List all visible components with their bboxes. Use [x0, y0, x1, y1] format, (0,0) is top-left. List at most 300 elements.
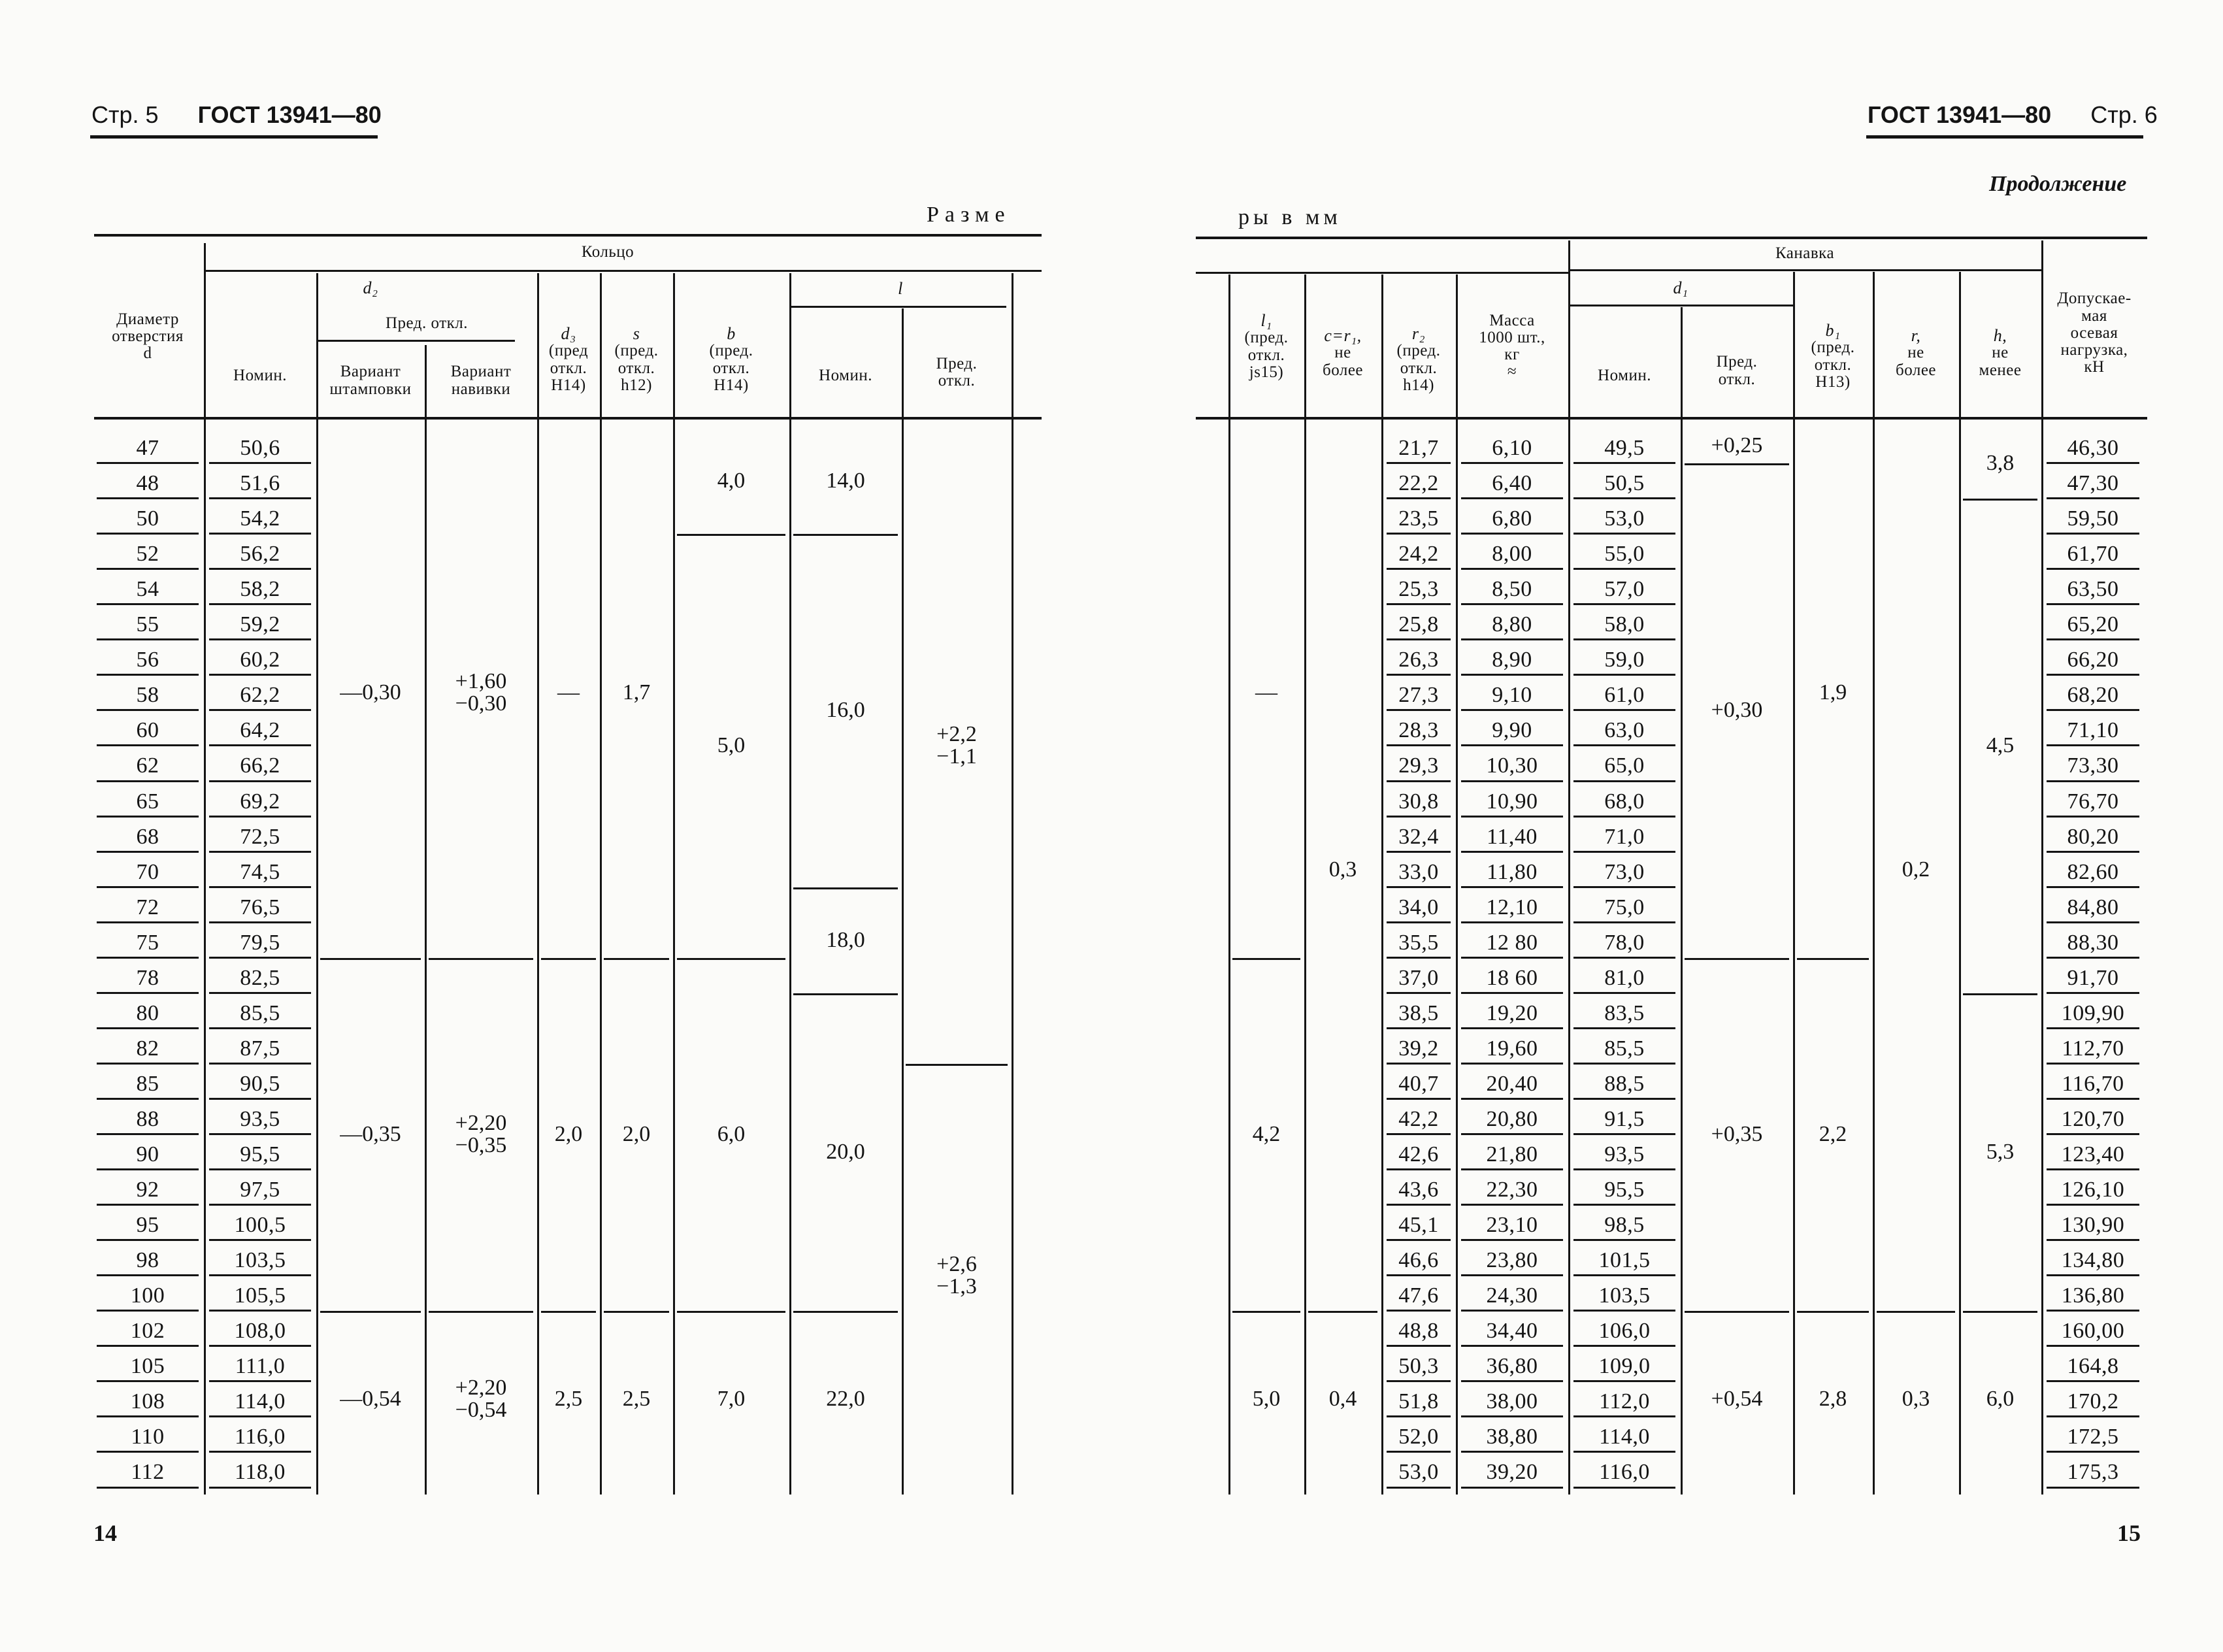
h-header-line: менее — [1979, 361, 2022, 379]
load-cell: 172,5 — [2067, 1425, 2119, 1449]
r2-cell: 46,6 — [1398, 1248, 1439, 1273]
mass-cell: 11,40 — [1487, 824, 1538, 849]
d1-nominal-cell: 58,0 — [1604, 612, 1645, 637]
mass-cell: 6,40 — [1492, 471, 1532, 496]
l-nominal-cell — [789, 1137, 902, 1167]
b1-cell-value: 2,8 — [1819, 1387, 1847, 1412]
load-cell: 84,80 — [2067, 895, 2119, 919]
load-cell-underline — [2047, 603, 2139, 605]
left-page-header — [91, 101, 382, 129]
winding-tolerance-cell-value: −0,54 — [455, 1398, 507, 1423]
l-nominal-cell — [789, 695, 902, 725]
c-cell-value: 0,3 — [1328, 857, 1357, 882]
b1-cell-value: 1,9 — [1819, 680, 1847, 705]
tolerance-group-header — [316, 308, 537, 339]
column-rule — [425, 345, 427, 1495]
l-nominal-cell — [789, 466, 902, 496]
load-cell: 175,3 — [2067, 1460, 2119, 1485]
load-cell: 91,70 — [2067, 965, 2119, 990]
r2-cell-underline — [1387, 638, 1451, 640]
l1-cell-divider — [1232, 958, 1300, 960]
c-cell-divider — [1308, 1311, 1377, 1313]
d2-nominal-cell: 116,0 — [235, 1425, 286, 1449]
d1-nominal-cell: 85,5 — [1604, 1036, 1645, 1061]
r-header-line: r, — [1911, 326, 1921, 346]
diameter-cell-underline — [97, 1098, 199, 1100]
diameter-cell-underline — [97, 462, 199, 464]
r2-cell: 47,6 — [1398, 1283, 1439, 1308]
mass-cell: 19,20 — [1486, 1000, 1538, 1025]
r2-cell-underline — [1387, 1239, 1451, 1241]
diameter-cell-underline — [97, 851, 199, 853]
d2-nominal-cell: 93,5 — [240, 1106, 280, 1131]
diameter-cell: 55 — [136, 612, 159, 637]
mass-header-line: ≈ — [1507, 363, 1517, 381]
load-cell: 46,30 — [2067, 436, 2119, 460]
mass-cell-underline — [1461, 886, 1563, 888]
d1-tolerance-cell-divider — [1685, 463, 1789, 465]
h-header — [1959, 307, 2041, 399]
mass-cell: 38,80 — [1486, 1425, 1538, 1449]
load-cell-underline — [2047, 957, 2139, 959]
b-header-line: откл. — [712, 359, 750, 377]
r2-cell-underline — [1387, 744, 1451, 746]
mass-cell: 36,80 — [1486, 1354, 1538, 1379]
r2-header-line: (пред. — [1396, 342, 1441, 360]
h-cell — [1959, 448, 2041, 478]
stamping-header-line: штамповки — [329, 380, 412, 398]
diameter-cell-underline — [97, 1274, 199, 1276]
diameter-cell: 92 — [136, 1178, 159, 1202]
diameter-cell-underline — [97, 744, 199, 746]
c-header-line: не — [1334, 344, 1351, 362]
d1-nominal-cell-underline — [1573, 1451, 1675, 1453]
r2-cell-underline — [1387, 1063, 1451, 1065]
winding-tolerance-cell-divider — [429, 958, 533, 960]
l-header — [789, 273, 1012, 305]
d1-nominal-cell: 109,0 — [1598, 1354, 1651, 1379]
mass-cell-underline — [1461, 603, 1563, 605]
mass-cell: 23,10 — [1486, 1213, 1538, 1238]
r2-cell: 23,5 — [1398, 506, 1439, 531]
d1-nominal-cell: 55,0 — [1604, 542, 1645, 567]
r2-cell-underline — [1387, 1098, 1451, 1100]
b1-cell — [1793, 1384, 1873, 1414]
load-header-line: Допускае- — [2057, 289, 2132, 308]
load-cell: 109,90 — [2061, 1000, 2125, 1025]
r2-cell-underline — [1387, 851, 1451, 853]
d3-cell-value: 2,5 — [554, 1387, 583, 1412]
mass-header-line: кг — [1504, 346, 1520, 363]
diameter-cell-underline — [97, 638, 199, 640]
r-header-line: не — [1907, 344, 1924, 362]
d1-nominal-cell-underline — [1573, 1487, 1675, 1489]
winding-tolerance-cell-value: −0,35 — [455, 1133, 507, 1157]
d1-nominal-cell: 78,0 — [1604, 930, 1645, 955]
d1-nominal-cell-underline — [1573, 957, 1675, 959]
r2-cell-underline — [1387, 1380, 1451, 1382]
winding-tolerance-cell-value: −0,30 — [455, 691, 507, 716]
r-cell-value: 0,3 — [1902, 1387, 1930, 1412]
b1-cell — [1793, 678, 1873, 708]
d1-tolerance-cell — [1681, 431, 1793, 461]
d1-nominal-cell-underline — [1573, 851, 1675, 853]
mass-cell: 20,40 — [1486, 1071, 1538, 1096]
d1-tolerance-cell — [1681, 695, 1793, 725]
d2-nominal-cell-underline — [209, 1239, 311, 1241]
d1-nominal-cell-underline — [1573, 1239, 1675, 1241]
mass-cell-underline — [1461, 462, 1563, 464]
d2-nominal-cell-underline — [209, 1380, 311, 1382]
stamping-tolerance-cell-divider — [320, 958, 421, 960]
b-header-line: b — [727, 323, 736, 343]
load-header — [2041, 274, 2147, 392]
r2-cell-underline — [1387, 709, 1451, 711]
r2-cell-underline — [1387, 992, 1451, 994]
h-cell-divider — [1963, 993, 2037, 995]
load-cell: 130,90 — [2061, 1213, 2125, 1238]
diameter-cell: 90 — [136, 1142, 159, 1166]
d1-nominal-cell: 68,0 — [1604, 789, 1645, 814]
r2-cell: 48,8 — [1398, 1319, 1439, 1344]
h-header-line: не — [1992, 344, 2009, 362]
mass-cell: 10,90 — [1486, 789, 1538, 814]
d1-nominal-cell: 59,0 — [1604, 648, 1645, 672]
diameter-cell-underline — [97, 886, 199, 888]
d1-tolerance-header-line: Пред. — [1716, 353, 1758, 371]
load-cell-underline — [2047, 744, 2139, 746]
diameter-cell: 65 — [136, 789, 159, 814]
s-cell-divider — [604, 1311, 669, 1313]
d1-nominal-cell-underline — [1573, 674, 1675, 676]
r2-cell-underline — [1387, 1027, 1451, 1029]
d2-nominal-cell: 87,5 — [240, 1036, 280, 1061]
mass-cell: 12 80 — [1486, 930, 1538, 955]
b1-header-line: (пред. — [1811, 339, 1855, 357]
load-cell: 134,80 — [2061, 1248, 2125, 1273]
column-rule — [789, 273, 791, 1495]
diameter-cell-underline — [97, 1063, 199, 1065]
load-cell-underline — [2047, 851, 2139, 853]
mass-cell-underline — [1461, 674, 1563, 676]
diameter-cell-underline — [97, 816, 199, 818]
diameter-cell: 95 — [136, 1213, 159, 1238]
d1-nominal-cell-underline — [1573, 533, 1675, 535]
r2-cell-underline — [1387, 957, 1451, 959]
d3-header — [537, 307, 600, 412]
mass-cell: 21,80 — [1486, 1142, 1538, 1166]
diameter-cell: 88 — [136, 1106, 159, 1131]
header-bottom-rule — [1196, 417, 2147, 420]
load-cell-underline — [2047, 674, 2139, 676]
ring-header — [204, 237, 1012, 268]
s-cell-divider — [604, 958, 669, 960]
mass-cell-underline — [1461, 744, 1563, 746]
diameter-cell: 70 — [136, 859, 159, 884]
mass-cell-underline — [1461, 1239, 1563, 1241]
d1-header — [1568, 273, 1793, 303]
l-group-rule — [789, 306, 1006, 308]
d1-nominal-cell: 106,0 — [1598, 1319, 1651, 1344]
d3-header-line: H14) — [551, 376, 586, 394]
d1-nominal-cell-underline — [1573, 568, 1675, 570]
h-cell — [1959, 1384, 2041, 1414]
l-tolerance-cell-value: −1,3 — [936, 1274, 977, 1299]
d1-nominal-cell-underline — [1573, 744, 1675, 746]
stamping-header-line: Вариант — [340, 363, 401, 381]
column-rule — [673, 273, 675, 1495]
b1-cell-value: 2,2 — [1819, 1122, 1847, 1146]
r2-cell: 42,6 — [1398, 1142, 1439, 1166]
d2-nominal-cell: 62,2 — [240, 683, 280, 708]
r2-cell-underline — [1387, 603, 1451, 605]
l-nominal-cell-divider — [793, 993, 898, 995]
r2-cell-underline — [1387, 886, 1451, 888]
d1-nominal-cell-underline — [1573, 816, 1675, 818]
l-nominal-cell-divider — [793, 1311, 898, 1313]
d1-nominal-cell: 61,0 — [1604, 683, 1645, 708]
l-nominal-header — [789, 340, 902, 412]
l-tolerance-header — [902, 333, 1012, 412]
l1-cell-value: 5,0 — [1252, 1387, 1281, 1412]
h-cell-value: 6,0 — [1986, 1387, 2015, 1412]
d1-nominal-cell-underline — [1573, 1310, 1675, 1312]
r2-cell: 32,4 — [1398, 824, 1439, 849]
mass-cell-underline — [1461, 1451, 1563, 1453]
r2-cell: 37,0 — [1398, 965, 1439, 990]
r2-cell: 29,3 — [1398, 753, 1439, 778]
d2-nominal-cell-underline — [209, 921, 311, 923]
r2-cell-underline — [1387, 1487, 1451, 1489]
r-cell-divider — [1877, 1311, 1955, 1313]
d2-nominal-cell-underline — [209, 709, 311, 711]
s-cell-value: 2,5 — [622, 1387, 651, 1412]
load-cell: 120,70 — [2061, 1106, 2125, 1131]
r2-cell: 24,2 — [1398, 542, 1439, 567]
d1-nominal-cell: 95,5 — [1604, 1178, 1645, 1202]
b-header-line: (пред. — [709, 342, 753, 360]
r2-cell-underline — [1387, 1415, 1451, 1417]
d2-nominal-cell: 100,5 — [234, 1213, 286, 1238]
d2-nominal-cell: 69,2 — [240, 789, 280, 814]
load-cell-underline — [2047, 1310, 2139, 1312]
d1-nominal-cell: 103,5 — [1598, 1283, 1651, 1308]
mass-cell: 8,90 — [1492, 648, 1532, 672]
d1-nominal-cell: 63,0 — [1604, 718, 1645, 743]
r2-header-line: r₂ — [1411, 323, 1426, 343]
d1-nominal-cell: 93,5 — [1604, 1142, 1645, 1166]
d2-nominal-cell: 114,0 — [235, 1389, 286, 1414]
mass-cell: 18 60 — [1486, 965, 1538, 990]
r2-cell: 40,7 — [1398, 1071, 1439, 1096]
d1-tolerance-cell-value: +0,30 — [1711, 698, 1763, 723]
d2-nominal-cell: 64,2 — [240, 718, 280, 743]
winding-header-line: Вариант — [450, 363, 512, 381]
s-cell — [600, 1384, 673, 1414]
load-cell: 76,70 — [2067, 789, 2119, 814]
d1-nominal-cell: 112,0 — [1599, 1389, 1650, 1414]
winding-header — [425, 350, 537, 412]
mass-cell: 19,60 — [1486, 1036, 1538, 1061]
d1-nominal-cell-underline — [1573, 603, 1675, 605]
b-header-line: H14) — [714, 376, 749, 394]
r2-cell: 28,3 — [1398, 718, 1439, 743]
column-rule — [1228, 274, 1230, 1495]
c-header — [1304, 307, 1381, 399]
diameter-cell-underline — [97, 780, 199, 782]
r2-cell: 53,0 — [1398, 1460, 1439, 1485]
r-cell-value: 0,2 — [1902, 857, 1930, 882]
d2-header-line: d₂ — [363, 278, 378, 298]
load-cell-underline — [2047, 1239, 2139, 1241]
d2-nominal-cell: 60,2 — [240, 648, 280, 672]
d2-nominal-cell-underline — [209, 957, 311, 959]
s-cell — [600, 678, 673, 708]
d2-nominal-cell: 103,5 — [234, 1248, 286, 1273]
mass-cell-underline — [1461, 1204, 1563, 1206]
stamping-tolerance-cell — [316, 678, 425, 708]
load-cell: 65,20 — [2067, 612, 2119, 637]
d2-nominal-cell-underline — [209, 1345, 311, 1347]
stamping-tolerance-cell-value: —0,54 — [340, 1387, 401, 1412]
l1-cell-divider — [1232, 1311, 1300, 1313]
d2-nominal-cell: 85,5 — [240, 1000, 280, 1025]
load-cell: 61,70 — [2067, 542, 2119, 567]
d2-nominal-cell-underline — [209, 1451, 311, 1453]
diameter-cell: 108 — [130, 1389, 165, 1414]
r2-cell: 25,8 — [1398, 612, 1439, 637]
d1-nominal-cell: 73,0 — [1604, 859, 1645, 884]
d1-nominal-header-line: Номин. — [1598, 366, 1651, 384]
load-cell-underline — [2047, 1274, 2139, 1276]
load-cell-underline — [2047, 780, 2139, 782]
diameter-cell: 52 — [136, 542, 159, 567]
d1-tolerance-cell-value: +0,35 — [1711, 1122, 1763, 1146]
left-header-rule — [90, 135, 378, 139]
winding-tolerance-cell — [425, 666, 537, 719]
diameter-cell: 60 — [136, 718, 159, 743]
diameter-cell-underline — [97, 1168, 199, 1170]
b-cell-value: 5,0 — [717, 733, 746, 758]
r2-header — [1381, 307, 1456, 412]
d2-nominal-cell-underline — [209, 886, 311, 888]
r2-cell: 38,5 — [1398, 1000, 1439, 1025]
winding-tolerance-cell — [425, 1108, 537, 1161]
d1-nominal-cell-underline — [1573, 1098, 1675, 1100]
diameter-cell: 58 — [136, 683, 159, 708]
r2-cell: 52,0 — [1398, 1425, 1439, 1449]
r-cell — [1873, 855, 1959, 885]
d1-nominal-cell-underline — [1573, 1415, 1675, 1417]
mass-cell: 38,00 — [1486, 1389, 1538, 1414]
diameter-cell: 72 — [136, 895, 159, 919]
mass-cell-underline — [1461, 1380, 1563, 1382]
load-cell: 88,30 — [2067, 930, 2119, 955]
load-cell: 164,8 — [2067, 1354, 2119, 1379]
l1-cell — [1228, 1384, 1304, 1414]
mass-header — [1456, 301, 1568, 392]
diameter-cell-underline — [97, 921, 199, 923]
h-cell-value: 5,3 — [1986, 1140, 2015, 1165]
d2-nominal-cell-underline — [209, 1063, 311, 1065]
r2-cell: 50,3 — [1398, 1354, 1439, 1379]
right-standard-label: ГОСТ 13941—80 — [1868, 101, 2052, 128]
diameter-header-line: Диаметр — [116, 310, 179, 328]
d2-nominal-cell-underline — [209, 851, 311, 853]
r2-cell-underline — [1387, 1133, 1451, 1135]
b1-header-line: откл. — [1814, 355, 1852, 374]
h-cell-value: 3,8 — [1986, 451, 2015, 476]
stamping-tolerance-cell-divider — [320, 1311, 421, 1313]
load-cell-underline — [2047, 1380, 2139, 1382]
load-cell: 63,50 — [2067, 577, 2119, 602]
load-cell: 136,80 — [2061, 1283, 2125, 1308]
d1-nominal-cell: 83,5 — [1604, 1000, 1645, 1025]
winding-tolerance-cell-value: +1,60 — [455, 669, 507, 694]
winding-tolerance-cell-value: +2,20 — [455, 1111, 507, 1135]
load-cell-underline — [2047, 992, 2139, 994]
mass-cell-underline — [1461, 921, 1563, 923]
d2-nominal-cell-underline — [209, 533, 311, 535]
d1-nominal-cell-underline — [1573, 638, 1675, 640]
diameter-cell-underline — [97, 957, 199, 959]
load-cell-underline — [2047, 1168, 2139, 1170]
right-page-header — [1868, 101, 2158, 129]
d1-nominal-cell: 81,0 — [1604, 965, 1645, 990]
r2-cell-underline — [1387, 568, 1451, 570]
mass-cell-underline — [1461, 1098, 1563, 1100]
b-cell-value: 6,0 — [717, 1122, 746, 1146]
d3-cell-value: 2,0 — [554, 1122, 583, 1146]
c-header-line: c=r₁, — [1324, 326, 1362, 346]
d2-nominal-cell: 79,5 — [240, 930, 280, 955]
r2-cell-underline — [1387, 1345, 1451, 1347]
load-cell: 80,20 — [2067, 824, 2119, 849]
d2-nominal-cell-underline — [209, 744, 311, 746]
d3-cell — [537, 678, 600, 708]
column-rule — [1793, 272, 1795, 1495]
d1-nominal-cell-underline — [1573, 1380, 1675, 1382]
d2-nominal-cell: 76,5 — [240, 895, 280, 919]
left-page-label: Стр. 5 — [91, 101, 159, 128]
diameter-header — [91, 281, 204, 392]
diameter-cell-underline — [97, 992, 199, 994]
r2-cell: 35,5 — [1398, 930, 1439, 955]
load-header-line: кН — [2084, 358, 2105, 376]
d2-nominal-header — [204, 340, 316, 412]
l-tolerance-header-line: откл. — [938, 372, 976, 389]
d1-nominal-cell: 114,0 — [1599, 1425, 1650, 1449]
load-cell: 123,40 — [2061, 1142, 2125, 1166]
d2-nominal-cell-underline — [209, 816, 311, 818]
d2-nominal-cell-underline — [209, 1133, 311, 1135]
mass-cell: 34,40 — [1486, 1319, 1538, 1344]
s-header-line: откл. — [618, 359, 655, 377]
diameter-cell-underline — [97, 1204, 199, 1206]
d1-nominal-cell: 53,0 — [1604, 506, 1645, 531]
l-nominal-cell — [789, 925, 902, 955]
r2-cell-underline — [1387, 497, 1451, 499]
d2-nominal-cell-underline — [209, 992, 311, 994]
r2-cell-underline — [1387, 674, 1451, 676]
groove-rule — [1568, 269, 2041, 271]
load-cell-underline — [2047, 638, 2139, 640]
diameter-cell: 105 — [130, 1354, 165, 1379]
winding-tolerance-cell-divider — [429, 1311, 533, 1313]
d2-nominal-cell: 90,5 — [240, 1071, 280, 1096]
winding-tolerance-cell — [425, 1372, 537, 1426]
load-header-line: мая — [2081, 306, 2107, 325]
